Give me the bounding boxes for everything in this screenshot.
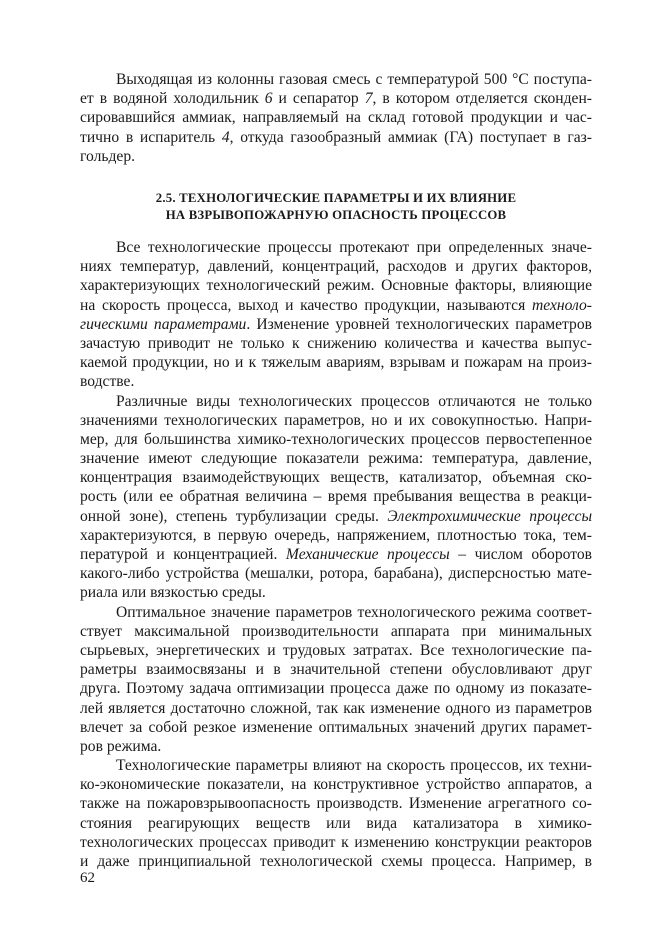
- text-line: мер, для большинства химико-технологических процессов первостепенное: [80, 430, 592, 448]
- text-line: влечет за собой резкое изменение оптимальных значений других парамет-: [80, 718, 592, 736]
- body-text: [80, 238, 592, 871]
- text-line: стояния реагирующих веществ или вида катализатора в химико-: [80, 814, 592, 832]
- text-line: риала или вязкостью среды.: [80, 584, 266, 602]
- text-line: ко-экономические показатели, на конструктивное устройство аппаратов, а: [80, 776, 592, 794]
- text-line: зачастую приводит не только к снижению количества и качества выпус-: [80, 334, 592, 352]
- text-line: характеризующих технологический режим. Основные факторы, влияющие: [80, 277, 592, 295]
- text-line: раметры взаимосвязаны и в значительной степени обусловливают друг: [80, 661, 592, 679]
- text-line: значениями технологических параметров, но и их совокупностью. Напри-: [80, 411, 592, 429]
- text-line: онной зоне), степень турбулизации среды. Электрохимические процессы: [80, 507, 592, 525]
- text-line: какого-либо устройства (мешалки, ротора, барабана), дисперсностью мате-: [80, 565, 592, 583]
- section-heading-line: 2.5. ТЕХНОЛОГИЧЕСКИЕ ПАРАМЕТРЫ И ИХ ВЛИЯНИЕ: [155, 191, 517, 205]
- text-line: Технологические параметры влияют на скорость процессов, их техни-: [116, 757, 592, 775]
- text-line: друга. Поэтому задача оптимизации процесса даже по одному из показате-: [80, 680, 592, 698]
- text-line: ствует максимальной производительности аппарата при минимальных: [80, 622, 592, 640]
- text-line: Все технологические процессы протекают при определенных значе-: [116, 239, 592, 256]
- text-line: ров режима.: [80, 737, 162, 755]
- text-line: Оптимальное значение параметров технологического режима соответ-: [116, 603, 592, 621]
- text-line: Выходящая из колонны газовая смесь с температурой 500 °С поступа-: [116, 71, 592, 88]
- text-line: ет в водяной холодильник 6 и сепаратор 7, в котором отделяется сконден-: [80, 90, 592, 108]
- text-line: сировавшийся аммиак, направляемый на склад готовой продукции и час-: [80, 109, 592, 127]
- text-line: каемой продукции, но и к тяжелым авариям, взрывам и пожарам на произ-: [80, 354, 592, 372]
- text-line: сырьевых, энергетических и трудовых затратах. Все технологические па-: [80, 641, 592, 659]
- text-line: на скорость процесса, выход и качество продукции, называются техноло-: [80, 296, 592, 314]
- text-line: концентрация взаимодействующих веществ, катализатор, объемная ско-: [80, 469, 592, 487]
- section-heading: [80, 190, 592, 223]
- section-heading-line: НА ВЗРЫВОПОЖАРНУЮ ОПАСНОСТЬ ПРОЦЕССОВ: [165, 207, 507, 222]
- text-line: лей является достаточно сложной, так как изменение одного из параметров: [80, 699, 592, 717]
- intro-paragraph: [80, 70, 592, 166]
- text-line: также на пожаровзрывоопасность производств. Изменение агрегатного со-: [80, 795, 592, 813]
- text-line: водстве.: [80, 373, 135, 391]
- text-line: технологических процессах приводит к изменению конструкции реакторов: [80, 833, 592, 851]
- text-line: ниях температур, давлений, концентраций, расходов и других факторов,: [80, 258, 592, 276]
- text-line: характеризуются, в первую очередь, напряжением, плотностью тока, тем-: [80, 526, 592, 544]
- text-line: и даже принципиальной технологической схемы процесса. Например, в: [80, 853, 592, 870]
- text-line: пературой и концентрацией. Механические процессы – числом оборотов: [80, 546, 592, 563]
- text-line: рость (или ее обратная величина – время пребывания вещества в реакци-: [80, 488, 592, 506]
- text-line: гическими параметрами. Изменение уровней технологических параметров: [80, 315, 592, 333]
- text-line: Различные виды технологических процессов отличаются не только: [116, 392, 592, 410]
- text-line: тично в испаритель 4, откуда газообразный аммиак (ГА) поступает в газ-: [80, 128, 592, 146]
- text-line: гольдер.: [80, 147, 136, 165]
- text-line: значение имеют следующие показатели режима: температура, давление,: [80, 450, 592, 468]
- page-number: 62: [80, 870, 95, 886]
